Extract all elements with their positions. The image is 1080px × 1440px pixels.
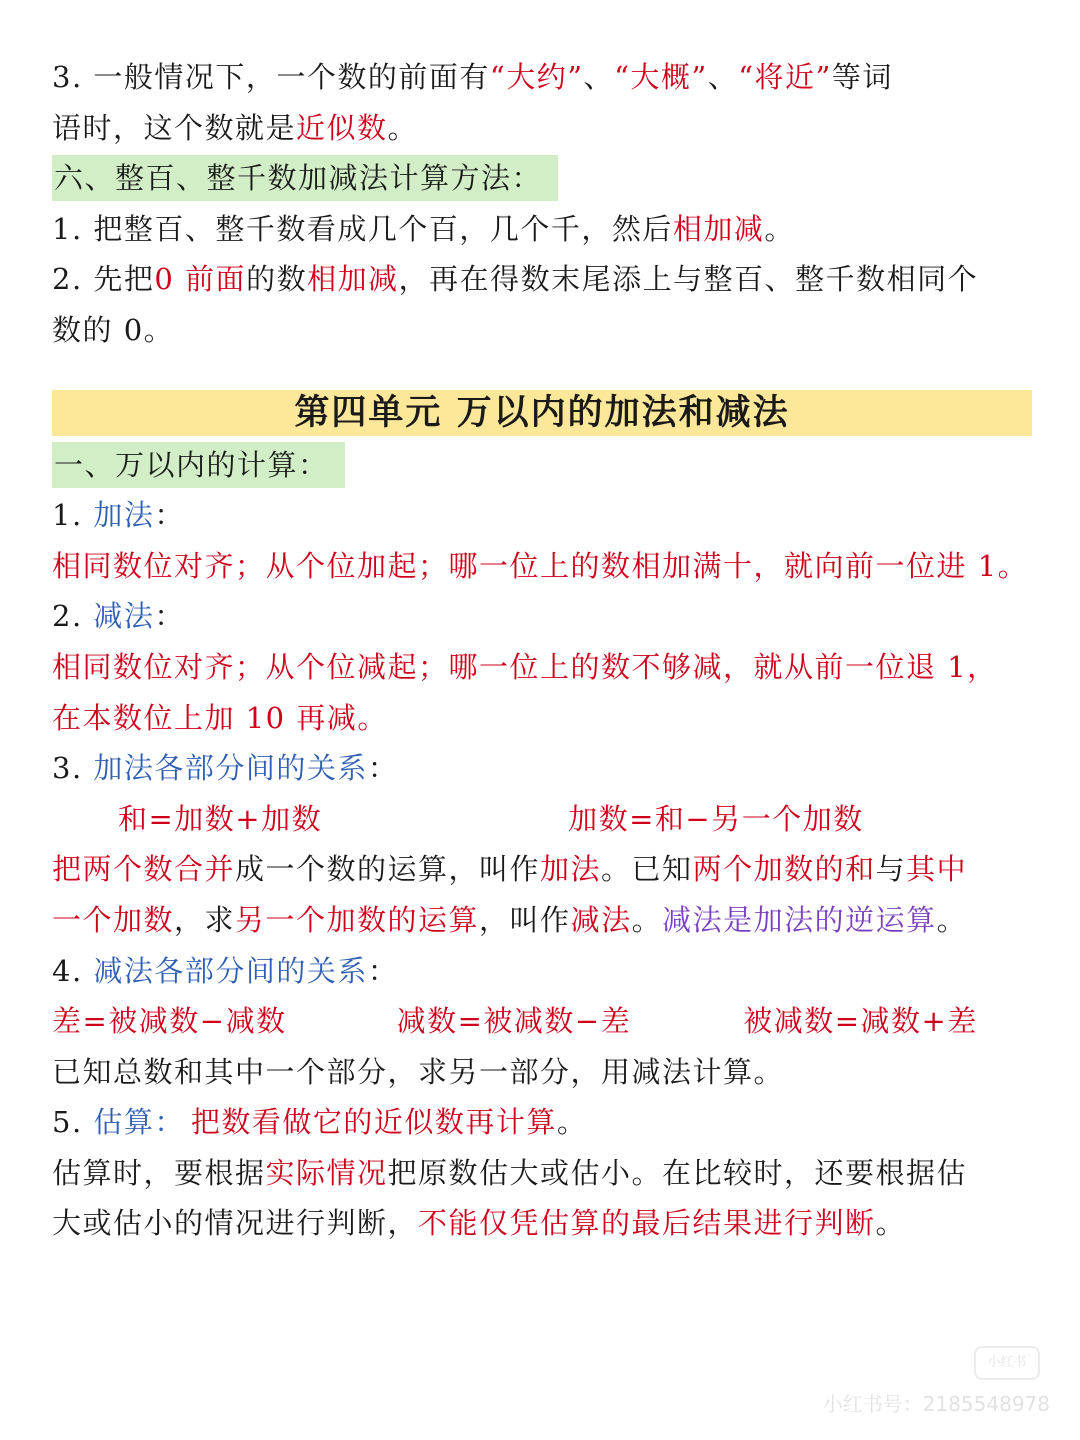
unit-four-sub-heading: 一、万以内的计算： — [52, 442, 345, 488]
text: 。 — [936, 902, 968, 937]
item-number: 2. — [52, 599, 94, 634]
formula-addend: 加数=和−另一个加数 — [568, 801, 864, 836]
estimation-label: 估算： — [93, 1105, 185, 1140]
estimation-line — [52, 1097, 1032, 1148]
text: 。 — [631, 902, 663, 937]
highlight: 两个加数的和 — [692, 852, 876, 887]
unit-four-title: 第四单元 万以内的加法和减法 — [52, 390, 1032, 436]
formula-subtrahend: 减数=被减数−差 — [396, 1004, 632, 1039]
colon: ： — [154, 599, 185, 634]
text: 。 — [764, 211, 795, 246]
colon: ： — [367, 751, 399, 786]
highlight: 减法 — [570, 902, 632, 937]
formula-minuend: 被减数=减数+差 — [743, 1004, 978, 1039]
text: 2. 先把 — [52, 262, 155, 297]
addition-relation-label: 加法各部分间的关系 — [93, 751, 368, 786]
approx-rule-line-1 — [52, 52, 1032, 103]
formula-difference: 差=被减数−减数 — [52, 1004, 287, 1039]
unit-four-sub-heading-row — [52, 440, 1032, 491]
watermark-id: 小红书号：2185548978 — [822, 1392, 1050, 1416]
highlight: 不能仅凭估算的最后结果进行判断 — [418, 1206, 876, 1241]
keyword-dagai: “大概” — [614, 60, 708, 94]
document-page — [52, 52, 1032, 1249]
highlight: 0 前面 — [154, 262, 247, 297]
item-number: 1. — [52, 498, 94, 533]
watermark-logo: 小红书 — [974, 1346, 1040, 1380]
estimation-note-line-1 — [52, 1148, 1032, 1199]
highlight: 实际情况 — [265, 1155, 388, 1190]
addition-label: 加法 — [93, 498, 155, 533]
text: 把原数估大或估小。在比较时，还要根据估 — [387, 1155, 968, 1190]
definition-line-2 — [52, 895, 1032, 946]
section-six-heading: 六、整百、整千数加减法计算方法： — [52, 155, 558, 201]
approx-rule-line-2 — [52, 103, 1032, 154]
highlight: 相加减 — [307, 262, 399, 297]
text: 大或估小的情况进行判断， — [52, 1206, 419, 1241]
item-number: 4. — [52, 953, 94, 988]
highlight: 相加减 — [672, 211, 765, 246]
subtraction-use-note: 已知总数和其中一个部分，求另一部分，用减法计算。 — [52, 1054, 785, 1089]
section-six-item-2-line-2 — [52, 305, 1032, 356]
text: 估算时，要根据 — [52, 1155, 266, 1190]
highlight: 加法 — [540, 852, 602, 887]
separator: 、 — [707, 60, 739, 94]
text: 。 — [556, 1105, 588, 1140]
text: 的数 — [246, 262, 308, 297]
addition-formulas — [52, 794, 1032, 845]
colon: ： — [367, 953, 399, 988]
subtraction-label-line — [52, 591, 1032, 642]
formula-sum: 和=加数+加数 — [118, 801, 323, 836]
item-number: 3. — [52, 751, 94, 786]
highlight: 另一个加数的运算 — [235, 902, 480, 937]
highlight: 其中 — [906, 852, 968, 887]
subtraction-rule-line-2: 在本数位上加 10 再减。 — [52, 700, 388, 735]
colon: ： — [154, 498, 185, 533]
text: 成一个数的运算，叫作 — [235, 852, 541, 887]
estimation-note-line-2 — [52, 1198, 1032, 1249]
text: 。 — [875, 1206, 907, 1241]
text: ，叫作 — [479, 902, 571, 937]
text: 语时，这个数就是 — [52, 110, 297, 145]
section-six-heading-row — [52, 153, 1032, 204]
keyword-dayue: “大约” — [489, 60, 584, 94]
highlight: 把两个数合并 — [52, 852, 236, 887]
definition-line-1 — [52, 844, 1032, 895]
term-approx-number: 近似数 — [296, 110, 388, 145]
subtraction-formulas — [52, 996, 1032, 1047]
inverse-operation-note: 减法是加法的逆运算 — [662, 902, 937, 937]
text: ，求 — [174, 902, 236, 937]
text: 与 — [875, 852, 907, 887]
subtraction-rule-line-1: 相同数位对齐；从个位减起；哪一位上的数不够减，就从前一位退 1， — [52, 649, 998, 684]
text: 数的 0。 — [52, 312, 175, 347]
text: 。 — [387, 110, 419, 145]
estimation-definition: 把数看做它的近似数再计算 — [190, 1105, 557, 1140]
section-six-item-1 — [52, 204, 1032, 255]
keyword-jiangjin: “将近” — [738, 60, 832, 94]
item-number: 5. — [52, 1105, 94, 1140]
separator: 、 — [583, 60, 615, 94]
subtraction-relation-label-line — [52, 946, 1032, 997]
highlight: 一个加数 — [52, 902, 175, 937]
text: 。已知 — [601, 852, 693, 887]
text: 等词 — [831, 60, 893, 94]
subtraction-relation-label: 减法各部分间的关系 — [93, 953, 368, 988]
text: 3. 一般情况下，一个数的前面有 — [52, 60, 490, 94]
addition-relation-label-line — [52, 743, 1032, 794]
addition-rule: 相同数位对齐；从个位加起；哪一位上的数相加满十，就向前一位进 1。 — [52, 548, 1029, 583]
spacer — [52, 356, 1032, 390]
section-six-item-2-line-1 — [52, 254, 1032, 305]
addition-label-line — [52, 490, 1032, 541]
subtraction-label: 减法 — [93, 599, 155, 634]
text: 1. 把整百、整千数看成几个百，几个千，然后 — [52, 211, 673, 246]
text: ，再在得数末尾添上与整百、整千数相同个 — [398, 262, 979, 297]
